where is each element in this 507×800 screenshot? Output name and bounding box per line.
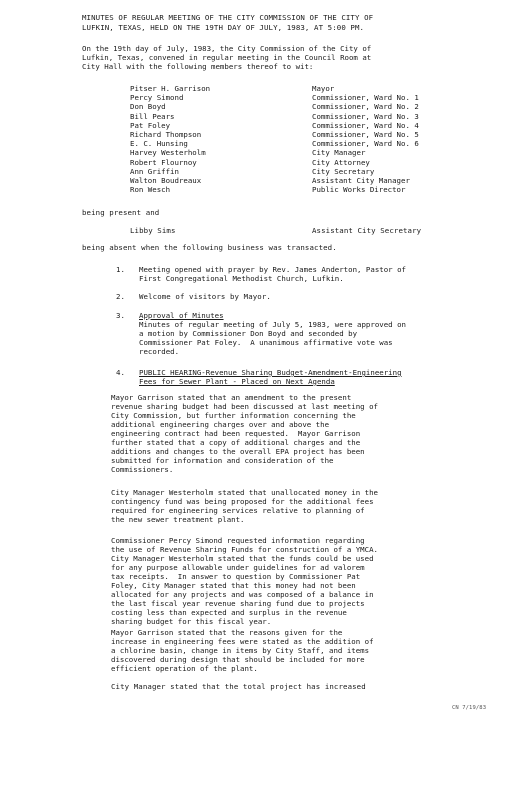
item-heading-line: PUBLIC HEARING-Revenue Sharing Budget-Amendment-Engineering <box>139 368 402 377</box>
item-line: recorded. <box>139 347 180 356</box>
paragraph-line: for any purpose allowable under guidelines for ad valorem <box>111 563 365 572</box>
attendee-name: Walton Boudreaux <box>130 176 202 186</box>
paragraph-line: Mayor Garrison stated that the reasons given for the <box>111 628 343 637</box>
item-line: Commissioner Pat Foley. A unanimous affirmative vote was <box>139 338 393 347</box>
attendee-title: Assistant City Manager <box>312 176 410 186</box>
attendee-name: Richard Thompson <box>130 130 202 140</box>
paragraph-line: a chlorine basin, change in items by City Staff, and items <box>111 646 370 655</box>
item-heading-line: Fees for Sewer Plant - Placed on Next Agenda <box>139 377 335 386</box>
paragraph-line: Foley, City Manager stated that this money had not been <box>111 581 356 590</box>
paragraph-line: tax receipts. In answer to question by Commissioner Pat <box>111 572 361 581</box>
attendee-title: Mayor <box>312 84 335 93</box>
paragraph-line: the use of Revenue Sharing Funds for construction of a YMCA. <box>111 545 378 554</box>
attendee-title: Commissioner, Ward No. 3 <box>312 111 419 121</box>
paragraph-line: Commissioner Percy Simond requested information regarding <box>111 536 365 545</box>
attendee-titles <box>312 84 419 194</box>
attendee-name: E. C. Hunsing <box>130 139 188 149</box>
paragraph-line: efficient operation of the plant. <box>111 664 258 673</box>
attendee-name: Robert Flournoy <box>130 157 197 167</box>
paragraph-line: increase in engineering fees were stated as the addition of <box>111 637 374 646</box>
intro-line: Lufkin, Texas, convened in regular meeting in the Council Room at <box>82 53 372 62</box>
absent-line: being absent when the following business was transacted. <box>82 243 337 252</box>
attendee-name: Percy Simond <box>130 93 184 103</box>
paragraph-line: Commissioners. <box>111 465 174 474</box>
attendee-name: Pitser H. Garrison <box>130 84 211 93</box>
paragraph-line: Mayor Garrison stated that an amendment to the present <box>111 393 352 402</box>
item-1-text <box>139 265 406 283</box>
item-line: Minutes of regular meeting of July 5, 1983, were approved on <box>139 320 406 329</box>
item-line: Meeting opened with prayer by Rev. James Anderton, Pastor of <box>139 265 406 274</box>
paragraph-line: City Manager Westerholm stated that the funds could be used <box>111 554 374 563</box>
paragraph-line: discovered during design that should be included for more <box>111 655 365 664</box>
attendee-title: Commissioner, Ward No. 1 <box>312 93 419 103</box>
paragraph-line: engineering contract had been requested. Mayor Garrison <box>111 429 361 438</box>
item-2-text: Welcome of visitors by Mayor. <box>139 292 271 301</box>
attendee-title: City Secretary <box>312 166 375 176</box>
item-4-paragraph <box>111 536 378 626</box>
item-4-paragraph-line: City Manager stated that the total project has increased <box>111 682 366 691</box>
paragraph-line: the last fiscal year revenue sharing fund due to projects <box>111 599 365 608</box>
paragraph-line: required for engineering services relative to planning of <box>111 506 365 515</box>
attendee-name: Harvey Westerholm <box>130 148 206 158</box>
item-number: 1. <box>116 265 126 274</box>
secretary-title: Assistant City Secretary <box>312 226 422 235</box>
item-4-paragraph <box>111 488 378 524</box>
attendee-title: City Attorney <box>312 157 370 167</box>
paragraph-line: additions and changes to the overall EPA project has been <box>111 447 365 456</box>
paragraph-line: City Manager Westerholm stated that unallocated money in the <box>111 488 378 497</box>
item-line: First Congregational Methodist Church, Lufkin. <box>139 274 344 283</box>
attendee-title: Commissioner, Ward No. 4 <box>312 120 419 130</box>
paragraph-line: allocated for any projects and was composed of a balance in <box>111 590 374 599</box>
attendee-title: City Manager <box>312 148 366 158</box>
paragraph-line: contingency fund was being proposed for the additional fees <box>111 497 374 506</box>
paragraph-line: revenue sharing budget had been discussed at last meeting of <box>111 402 378 411</box>
attendee-name: Pat Foley <box>130 120 171 130</box>
intro-line: On the 19th day of July, 1983, the City Commission of the City of <box>82 44 372 53</box>
secretary-name: Libby Sims <box>130 226 176 235</box>
paragraph-line: City Commission, but further information concerning the <box>111 411 356 420</box>
intro-line: City Hall with the following members thereof to wit: <box>82 62 314 71</box>
attendee-title: Commissioner, Ward No. 6 <box>312 139 419 149</box>
paragraph-line: sharing budget for this fiscal year. <box>111 617 272 626</box>
paragraph-line: further stated that a copy of additional charges and the <box>111 438 361 447</box>
item-number: 4. <box>116 368 126 377</box>
intro-paragraph <box>82 44 371 71</box>
header-line-2: LUFKIN, TEXAS, HELD ON THE 19TH DAY OF JULY, 1983, AT 5:00 PM. <box>82 23 365 32</box>
paragraph-line: additional engineering charges over and above the <box>111 420 330 429</box>
item-number: 3. <box>116 311 126 320</box>
being-present-line: being present and <box>82 208 160 217</box>
attendee-title: Commissioner, Ward No. 2 <box>312 102 419 112</box>
paragraph-line: submitted for information and consideration of the <box>111 456 334 465</box>
item-number: 2. <box>116 292 126 301</box>
attendee-names <box>130 84 210 194</box>
footer-mark: CN 7/19/83 <box>452 705 487 711</box>
attendee-name: Bill Pears <box>130 111 175 121</box>
paragraph-line: costing less than expected and surplus in the revenue <box>111 608 347 617</box>
attendee-name: Don Boyd <box>130 102 166 112</box>
item-3-text <box>139 311 406 356</box>
item-line: a motion by Commissioner Don Boyd and seconded by <box>139 329 358 338</box>
attendee-name: Ann Griffin <box>130 166 179 176</box>
attendee-name: Ron Wesch <box>130 185 171 195</box>
item-4-paragraph <box>111 628 374 673</box>
attendee-title: Public Works Director <box>312 185 406 195</box>
item-4-paragraph <box>111 393 378 474</box>
item-heading: Approval of Minutes <box>139 311 224 320</box>
item-4-heading <box>139 368 402 386</box>
header-line-1: MINUTES OF REGULAR MEETING OF THE CITY COMMISSION OF THE CITY OF <box>82 13 374 22</box>
attendee-title: Commissioner, Ward No. 5 <box>312 130 419 140</box>
paragraph-line: the new sewer treatment plant. <box>111 515 245 524</box>
